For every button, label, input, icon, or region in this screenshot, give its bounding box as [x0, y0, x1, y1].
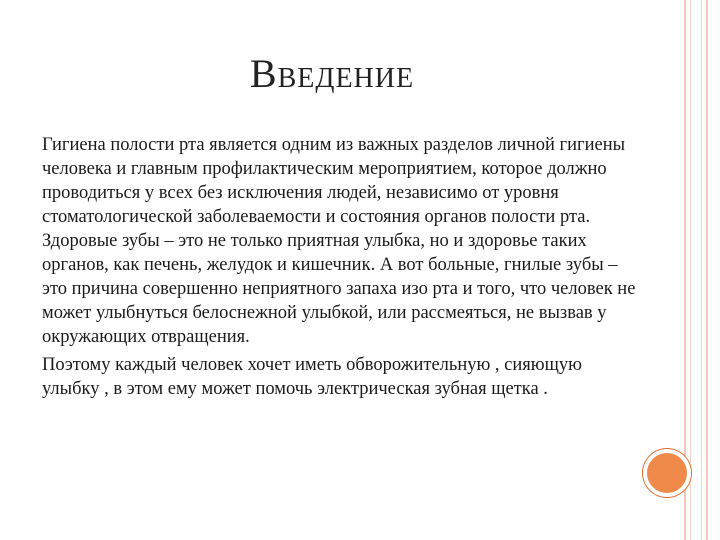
paragraph-conclusion: Поэтому каждый человек хочет иметь обворожительную , сияющую улыбку , в этом ему может помочь электрическая зубная щетка .	[42, 355, 582, 399]
decorative-circle	[643, 449, 691, 497]
decorative-stripe-inner	[690, 0, 702, 540]
paragraph-intro: Гигиена полости рта является одним из важных разделов личной гигиены человека и главным профилактическим мероприятием, которое должно проводиться у всех без исключения людей, независимо от уровня стоматологической заболеваемости и состояния органов полости рта. Здоровые зубы – это не только приятная улыбка, но и здоровье таких органов, как печень, желудок и кишечник. А вот больные, гнилые зубы – это причина совершенно неприятного запаха изо рта и того, что человек не может улыбнуться белоснежной улыбкой, или рассмеяться, не вызвав у окружающих отвращения.	[42, 135, 636, 347]
slide-body	[42, 133, 642, 401]
slide-title: Введение	[249, 51, 415, 96]
